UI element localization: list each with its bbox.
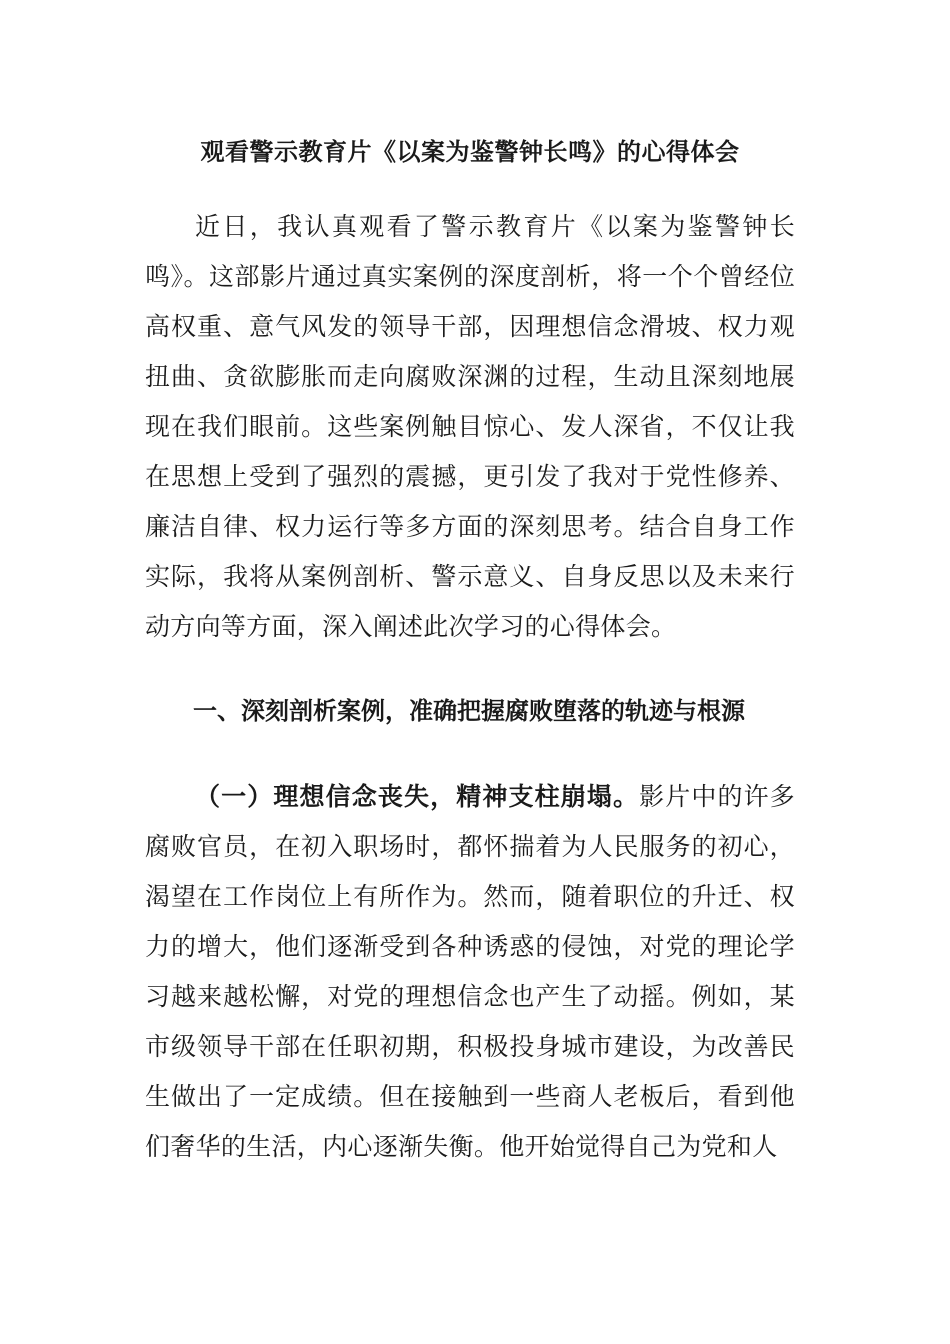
document-title: 观看警示教育片《以案为鉴警钟长鸣》的心得体会 bbox=[200, 138, 740, 166]
subsection-heading: （一）理想信念丧失，精神支柱崩塌。 bbox=[195, 782, 640, 811]
section-heading: 一、深刻剖析案例，准确把握腐败堕落的轨迹与根源 bbox=[193, 697, 745, 725]
subsection-body: 影片中的许多腐败官员，在初入职场时，都怀揣着为人民服务的初心，渴望在工作岗位上有所作为。然而，随着职位的升迁、权力的增大，他们逐渐受到各种诱惑的侵蚀，对党的理论学习越来越松懈，对党的理想信念也产生了动摇。例如，某市级领导干部在任职初期，积极投身城市建设，为改善民生做出了一定成绩。但在接触到一些商人老板后，看到他们奢华的生活，内心逐渐失衡。他开始觉得自己为党和人 bbox=[145, 782, 795, 1161]
document-page bbox=[145, 130, 795, 1172]
intro-paragraph: 近日，我认真观看了警示教育片《以案为鉴警钟长鸣》。这部影片通过真实案例的深度剖析，将一个个曾经位高权重、意气风发的领导干部，因理想信念滑坡、权力观扭曲、贪欲膨胀而走向腐败深渊的过程，生动且深刻地展现在我们眼前。这些案例触目惊心、发人深省，不仅让我在思想上受到了强烈的震撼，更引发了我对于党性修养、廉洁自律、权力运行等多方面的深刻思考。结合自身工作实际，我将从案例剖析、警示意义、自身反思以及未来行动方向等方面，深入阐述此次学习的心得体会。 bbox=[145, 212, 795, 641]
subsection-paragraph bbox=[145, 772, 795, 1172]
